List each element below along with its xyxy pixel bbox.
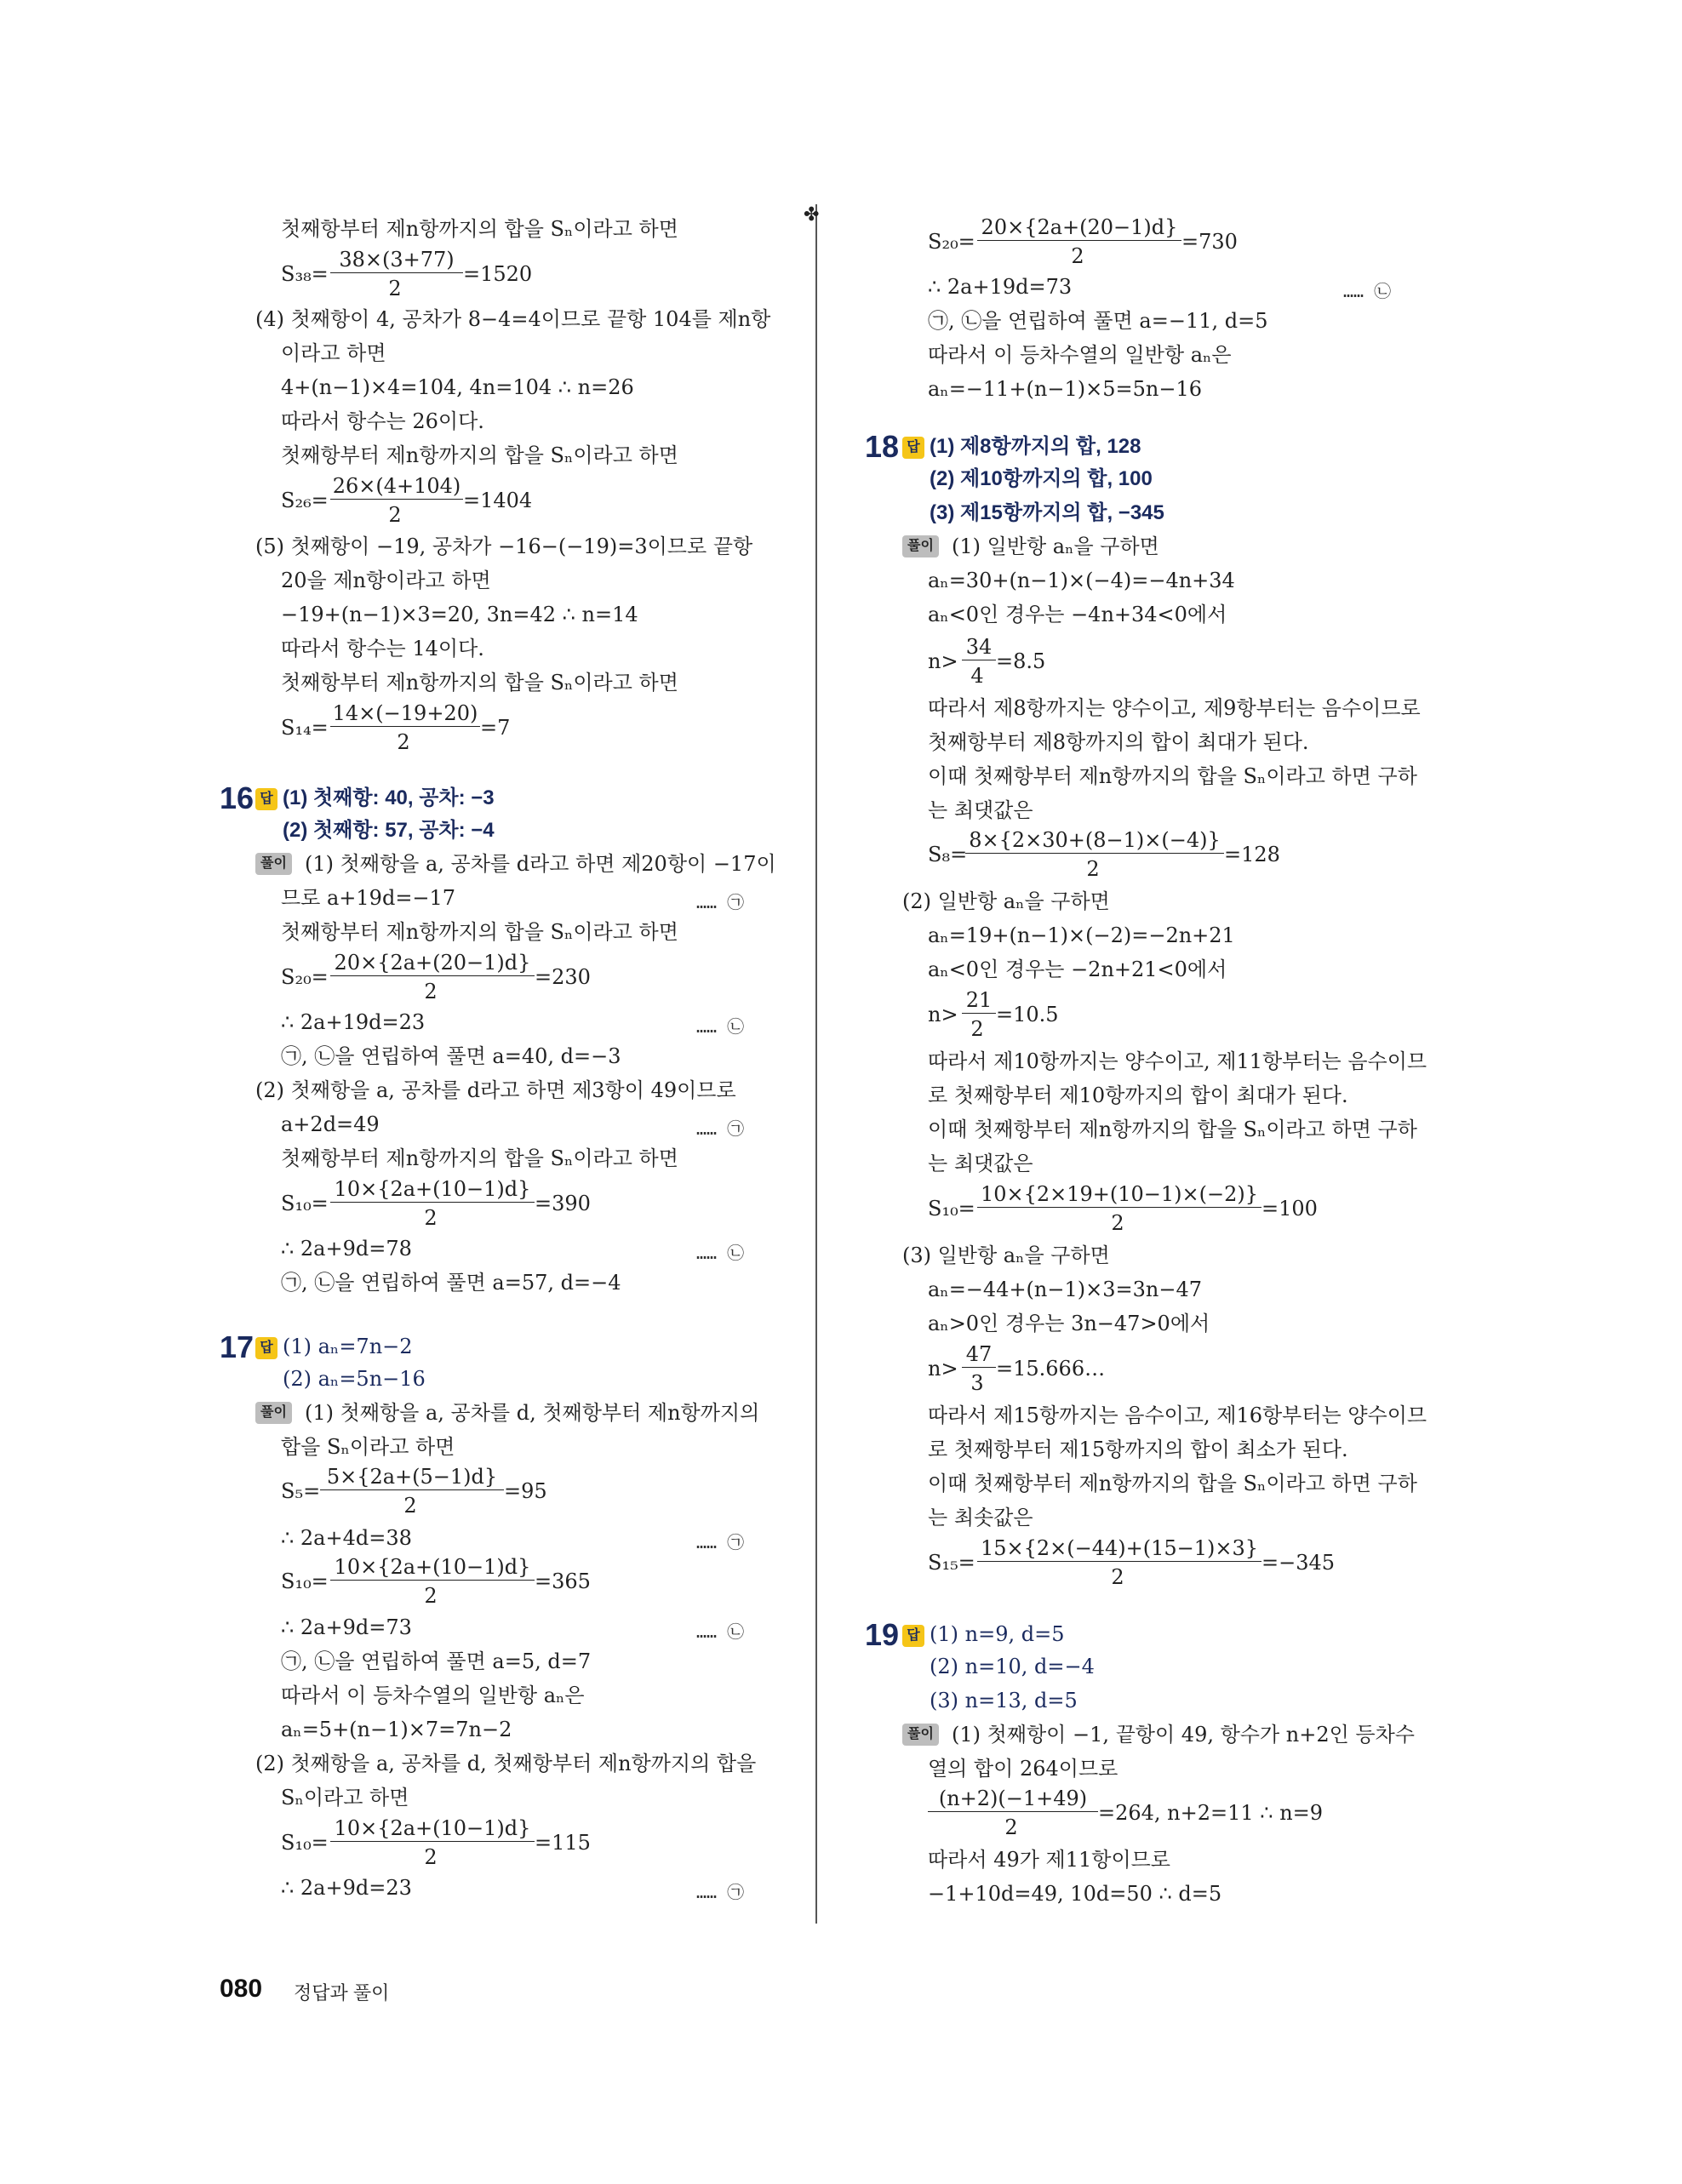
text-line: 첫째항부터 제n항까지의 합을 Sₙ이라고 하면 — [281, 443, 678, 467]
text-line: (1) 첫째항을 a, 공차를 d라고 하면 제20항이 −17이 — [305, 852, 776, 876]
text-line: 4+(n−1)×4=104, 4n=104 ∴ n=26 — [281, 375, 634, 399]
formula-rhs: =115 — [535, 1831, 591, 1855]
formula-numerator: 20×{2a+(20−1)d} — [977, 214, 1181, 241]
text-line: ㉠, ㉡을 연립하여 풀면 a=57, d=−4 — [281, 1271, 621, 1295]
formula-denominator: 2 — [1071, 244, 1084, 268]
text-line: 20을 제n항이라고 하면 — [281, 569, 491, 592]
formula-rhs: =365 — [535, 1569, 591, 1593]
text-line: (4) 첫째항이 4, 공차가 8−4=4이므로 끝항 104를 제n항 — [255, 307, 771, 331]
formula-numerator: 34 — [962, 634, 996, 660]
formula-denominator: 2 — [970, 1017, 984, 1041]
text-line: −19+(n−1)×3=20, 3n=42 ∴ n=14 — [281, 603, 638, 626]
formula-numerator: 10×{2×19+(10−1)×(−2)} — [977, 1181, 1262, 1208]
footer-title: 정답과 풀이 — [294, 1982, 390, 2004]
formula-numerator: 26×(4+104) — [330, 473, 463, 500]
formula-numerator: 21 — [962, 987, 996, 1014]
answer-badge: 답 — [255, 788, 277, 810]
formula-numerator: 8×{2×30+(8−1)×(−4)} — [965, 827, 1224, 854]
formula-lhs: S₂₀= — [928, 230, 975, 254]
formula-rhs: =8.5 — [996, 649, 1046, 673]
formula-rhs: =264, n+2=11 ∴ n=9 — [1098, 1801, 1324, 1825]
answer-line — [255, 783, 495, 813]
answer-text: (3) n=13, d=5 — [930, 1689, 1078, 1712]
formula-denominator: 2 — [403, 1494, 417, 1518]
formula-lhs: n> — [928, 649, 958, 673]
text-line: (1) 첫째항이 −1, 끝항이 49, 항수가 n+2인 등차수 — [952, 1723, 1415, 1747]
formula-rhs: =15.666… — [996, 1357, 1106, 1381]
answer-badge: 답 — [902, 1625, 924, 1647]
text-line: 는 최댓값은 — [928, 1152, 1033, 1175]
answer-line — [255, 1332, 413, 1361]
text-line: aₙ<0인 경우는 −4n+34<0에서 — [928, 603, 1227, 626]
formula-rhs: =390 — [535, 1192, 591, 1215]
column-divider — [815, 204, 817, 1924]
formula-numerator: (n+2)(−1+49) — [928, 1786, 1098, 1812]
formula-lhs: S₈= — [928, 843, 968, 866]
text-line: ∴ 2a+9d=78 — [281, 1237, 412, 1261]
formula-numerator: 10×{2a+(10−1)d} — [330, 1554, 535, 1581]
equation-marker: …… ㉠ — [696, 892, 745, 912]
answer-line — [930, 498, 1164, 528]
text-line: aₙ=19+(n−1)×(−2)=−2n+21 — [928, 923, 1235, 947]
formula-denominator: 2 — [424, 1584, 438, 1608]
text-line: 첫째항부터 제n항까지의 합을 Sₙ이라고 하면 — [281, 671, 678, 695]
answer-line — [283, 815, 495, 845]
text-line: (5) 첫째항이 −19, 공차가 −16−(−19)=3이므로 끝항 — [255, 535, 753, 558]
formula-rhs: =730 — [1181, 230, 1238, 254]
answer-badge: 답 — [902, 437, 924, 459]
answer-text: (2) n=10, d=−4 — [930, 1655, 1095, 1678]
solution-badge: 풀이 — [902, 1724, 939, 1746]
equation-marker: …… ㉠ — [696, 1532, 745, 1552]
page-number: 080 — [220, 1975, 263, 2003]
formula-rhs: =100 — [1262, 1197, 1318, 1221]
text-line: 이라고 하면 — [281, 341, 386, 365]
formula-numerator: 38×(3+77) — [330, 247, 463, 273]
formula-numerator: 14×(−19+20) — [330, 700, 480, 727]
answer-text: (1) 첫째항: 40, 공차: −3 — [283, 786, 495, 809]
text-line: ㉠, ㉡을 연립하여 풀면 a=5, d=7 — [281, 1649, 592, 1673]
solution-badge: 풀이 — [255, 853, 292, 875]
text-line: ∴ 2a+4d=38 — [281, 1526, 412, 1550]
text-line: ㉠, ㉡을 연립하여 풀면 a=40, d=−3 — [281, 1044, 621, 1068]
text-line: 로 첫째항부터 제10항까지의 합이 최대가 된다. — [928, 1083, 1348, 1107]
text-line: aₙ=5+(n−1)×7=7n−2 — [281, 1718, 512, 1741]
formula-numerator: 15×{2×(−44)+(15−1)×3} — [977, 1535, 1262, 1562]
formula-numerator: 5×{2a+(5−1)d} — [320, 1464, 504, 1490]
formula-denominator: 2 — [1111, 1211, 1124, 1235]
formula-lhs: S₁₅= — [928, 1551, 975, 1575]
answer-text: (1) n=9, d=5 — [930, 1622, 1065, 1646]
text-line: 첫째항부터 제8항까지의 합이 최대가 된다. — [928, 730, 1309, 754]
answer-text: (2) 첫째항: 57, 공차: −4 — [283, 819, 495, 842]
text-line: ∴ 2a+19d=23 — [281, 1010, 426, 1034]
formula-denominator: 2 — [388, 277, 402, 300]
formula-rhs: =95 — [504, 1479, 547, 1503]
answer-line — [930, 464, 1153, 494]
formula-numerator: 10×{2a+(10−1)d} — [330, 1176, 535, 1203]
text-line: ∴ 2a+19d=73 — [928, 275, 1073, 299]
formula-lhs: S₁₀= — [928, 1197, 975, 1221]
text-line: 는 최솟값은 — [928, 1506, 1033, 1529]
text-line: 따라서 항수는 14이다. — [281, 637, 484, 660]
text-line: 따라서 항수는 26이다. — [281, 409, 484, 433]
text-line: 따라서 이 등차수열의 일반항 aₙ은 — [928, 343, 1232, 367]
answer-line — [902, 1620, 1064, 1649]
answer-text: (2) aₙ=5n−16 — [283, 1367, 426, 1391]
formula-denominator: 2 — [424, 1206, 438, 1230]
formula-lhs: S₁₀= — [281, 1831, 329, 1855]
formula-denominator: 4 — [970, 664, 984, 688]
text-line: (2) 일반항 aₙ을 구하면 — [902, 889, 1110, 913]
formula-rhs: =10.5 — [996, 1003, 1059, 1026]
answer-line — [930, 1686, 1078, 1715]
answer-badge: 답 — [255, 1337, 277, 1359]
text-line: ∴ 2a+9d=23 — [281, 1876, 412, 1900]
text-line: aₙ=−44+(n−1)×3=3n−47 — [928, 1278, 1202, 1301]
text-line: 첫째항부터 제n항까지의 합을 Sₙ이라고 하면 — [281, 1146, 678, 1170]
formula-lhs: S₃₈= — [281, 262, 329, 286]
formula-numerator: 10×{2a+(10−1)d} — [330, 1815, 535, 1842]
text-line: (3) 일반항 aₙ을 구하면 — [902, 1244, 1110, 1267]
formula-numerator: 47 — [962, 1341, 996, 1368]
formula-lhs: S₂₆= — [281, 489, 329, 512]
answer-line — [902, 432, 1141, 461]
text-line: aₙ<0인 경우는 −2n+21<0에서 — [928, 958, 1227, 981]
answer-text: (1) aₙ=7n−2 — [283, 1335, 413, 1358]
text-line: (2) 첫째항을 a, 공차를 d라고 하면 제3항이 49이므로 — [255, 1078, 736, 1102]
formula-rhs: =1404 — [463, 489, 533, 512]
formula-denominator: 2 — [388, 503, 402, 527]
formula-rhs: =1520 — [463, 262, 533, 286]
text-line: (1) 첫째항을 a, 공차를 d, 첫째항부터 제n항까지의 — [305, 1401, 760, 1425]
problem-number: 19 — [865, 1617, 900, 1652]
answer-text: (2) 제10항까지의 합, 100 — [930, 467, 1153, 490]
formula-rhs: =230 — [535, 965, 591, 989]
text-line: 따라서 제8항까지는 양수이고, 제9항부터는 음수이므로 — [928, 696, 1421, 720]
problem-number: 17 — [220, 1329, 255, 1364]
text-line: 따라서 이 등차수열의 일반항 aₙ은 — [281, 1684, 585, 1707]
formula-lhs: n> — [928, 1003, 958, 1026]
text-line: 는 최댓값은 — [928, 798, 1033, 822]
formula-denominator: 2 — [424, 980, 438, 1003]
text-line: 따라서 제15항까지는 음수이고, 제16항부터는 양수이므 — [928, 1404, 1427, 1427]
text-line: 이때 첫째항부터 제n항까지의 합을 Sₙ이라고 하면 구하 — [928, 1472, 1417, 1495]
formula-denominator: 2 — [1086, 857, 1100, 881]
text-line: 합을 Sₙ이라고 하면 — [281, 1435, 455, 1459]
answer-line — [930, 1652, 1095, 1681]
answer-line — [283, 1364, 426, 1393]
solution-badge: 풀이 — [255, 1402, 292, 1424]
text-line: 로 첫째항부터 제15항까지의 합이 최소가 된다. — [928, 1438, 1348, 1461]
text-line: 첫째항부터 제n항까지의 합을 Sₙ이라고 하면 — [281, 920, 678, 944]
text-line: (2) 첫째항을 a, 공차를 d, 첫째항부터 제n항까지의 합을 — [255, 1752, 757, 1775]
solution-badge: 풀이 — [902, 535, 939, 557]
equation-marker: …… ㉠ — [696, 1118, 745, 1139]
text-line: a+2d=49 — [281, 1112, 380, 1136]
text-line: aₙ>0인 경우는 3n−47>0에서 — [928, 1312, 1210, 1335]
formula-numerator: 20×{2a+(20−1)d} — [330, 950, 535, 976]
text-line: 열의 합이 264이므로 — [928, 1757, 1118, 1781]
formula-denominator: 3 — [970, 1371, 984, 1395]
text-line: 따라서 49가 제11항이므로 — [928, 1848, 1170, 1872]
text-line: aₙ=−11+(n−1)×5=5n−16 — [928, 377, 1202, 401]
answer-text: (3) 제15항까지의 합, −345 — [930, 501, 1164, 524]
equation-marker: …… ㉡ — [696, 1243, 745, 1263]
formula-denominator: 2 — [1111, 1565, 1124, 1589]
formula-lhs: n> — [928, 1357, 958, 1381]
text-line: 이때 첫째항부터 제n항까지의 합을 Sₙ이라고 하면 구하 — [928, 1118, 1417, 1141]
equation-marker: …… ㉡ — [696, 1016, 745, 1037]
formula-rhs: =7 — [480, 716, 511, 740]
text-line: 따라서 제10항까지는 양수이고, 제11항부터는 음수이므 — [928, 1049, 1427, 1073]
text-line: ∴ 2a+9d=73 — [281, 1615, 412, 1639]
text-line: 이때 첫째항부터 제n항까지의 합을 Sₙ이라고 하면 구하 — [928, 764, 1417, 788]
formula-denominator: 2 — [424, 1845, 438, 1869]
flag-ornament-icon: ✤ — [804, 204, 820, 226]
text-line: ㉠, ㉡을 연립하여 풀면 a=−11, d=5 — [928, 309, 1268, 333]
text-line: −1+10d=49, 10d=50 ∴ d=5 — [928, 1882, 1222, 1906]
equation-marker: …… ㉡ — [1343, 281, 1392, 301]
equation-marker: …… ㉠ — [696, 1882, 745, 1902]
formula-lhs: S₁₄= — [281, 716, 329, 740]
formula-lhs: S₅= — [281, 1479, 321, 1503]
text-line: 첫째항부터 제n항까지의 합을 Sₙ이라고 하면 — [281, 217, 678, 241]
formula-denominator: 2 — [1004, 1815, 1018, 1839]
problem-number: 18 — [865, 429, 900, 464]
formula-lhs: S₂₀= — [281, 965, 329, 989]
formula-lhs: S₁₀= — [281, 1192, 329, 1215]
formula-rhs: =128 — [1224, 843, 1280, 866]
text-line: Sₙ이라고 하면 — [281, 1786, 409, 1810]
text-line: aₙ=30+(n−1)×(−4)=−4n+34 — [928, 569, 1235, 592]
text-line: (1) 일반항 aₙ을 구하면 — [952, 535, 1159, 558]
problem-number: 16 — [220, 780, 255, 815]
formula-rhs: =−345 — [1262, 1551, 1336, 1575]
answer-text: (1) 제8항까지의 합, 128 — [930, 435, 1141, 458]
formula-lhs: S₁₀= — [281, 1569, 329, 1593]
formula-denominator: 2 — [397, 730, 410, 754]
text-line: 므로 a+19d=−17 — [281, 886, 456, 910]
equation-marker: …… ㉡ — [696, 1621, 745, 1642]
